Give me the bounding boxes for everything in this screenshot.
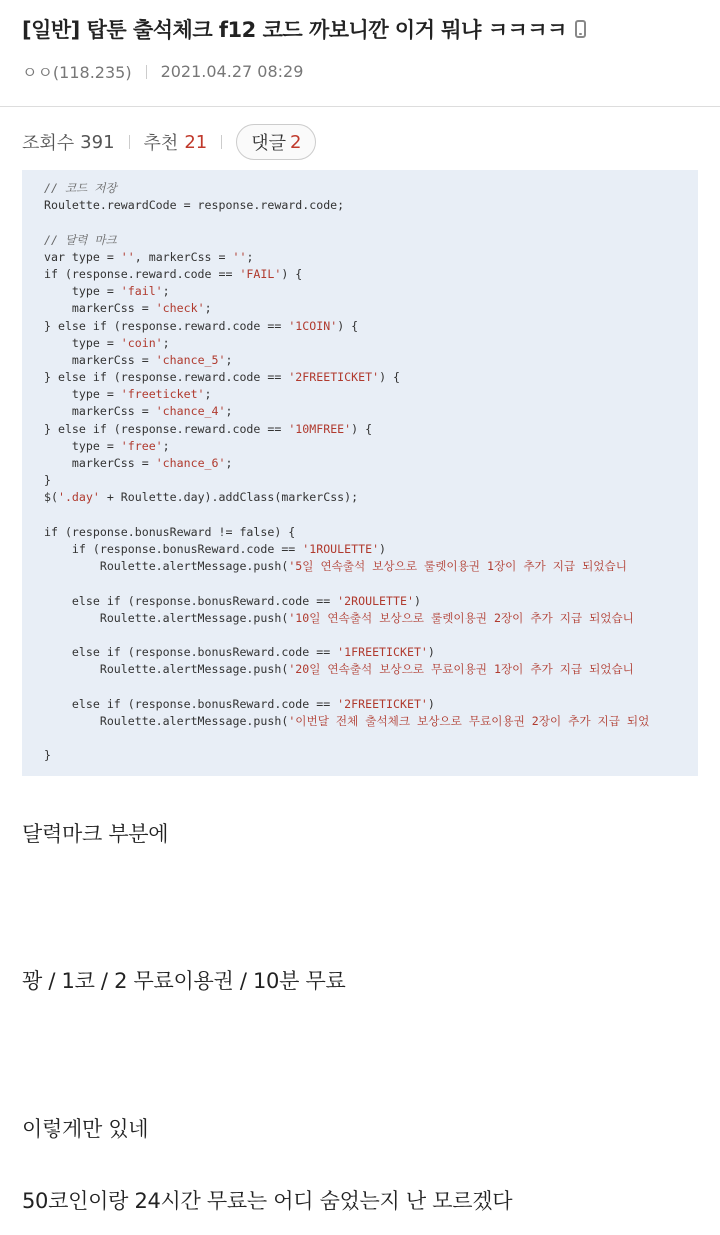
code-line: Roulette.alertMessage.push('이번달 전체 출석체크 보상으로 무료이용권 2장이 추가 지급 되었 (44, 713, 650, 728)
code-line: if (response.reward.code == 'FAIL') { (44, 266, 303, 281)
post-meta (22, 60, 698, 83)
comments-button[interactable] (236, 124, 316, 160)
code-line: else if (response.bonusReward.code == '1FREETICKET') (44, 645, 435, 660)
stats-divider (221, 135, 222, 149)
author-name[interactable]: ㅇㅇ(118.235) (22, 63, 132, 82)
code-line: } (44, 748, 51, 763)
recommend-label: 추천 (143, 133, 179, 154)
post-datetime: 2021.04.27 08:29 (160, 62, 304, 81)
code-screenshot (22, 170, 698, 776)
code-line: type = 'free'; (44, 438, 170, 453)
code-line: markerCss = 'chance_6'; (44, 456, 233, 470)
stats-divider (129, 135, 130, 149)
code-line: Roulette.alertMessage.push('5일 연속출석 보상으로 룰렛이용권 1장이 추가 지급 되었습니 (44, 559, 627, 574)
code-line (44, 730, 698, 747)
code-line: if (response.bonusReward != false) { (44, 524, 296, 539)
comments-count: 2 (290, 131, 302, 153)
code-line (44, 214, 698, 231)
post-title (22, 14, 698, 44)
code-line (44, 575, 698, 592)
body-paragraph: 꽝 / 1코 / 2 무료이용권 / 10분 무료 (22, 969, 346, 993)
code-line: else if (response.bonusReward.code == '2ROULETTE') (44, 593, 421, 608)
views-count: 391 (80, 131, 115, 153)
post-header (0, 0, 720, 92)
post-title-text: [일반] 탑툰 출석체크 f12 코드 까보니깐 이거 뭐냐 ㅋㅋㅋㅋ (22, 18, 567, 42)
body-paragraph: 이렇게만 있네 (22, 1117, 149, 1141)
comments-label: 댓글 (251, 133, 286, 154)
code-line: } else if (response.reward.code == '10MFREE') { (44, 421, 373, 436)
code-line (44, 678, 698, 695)
recommend-count: 21 (184, 131, 208, 153)
code-line: } else if (response.reward.code == '2FREETICKET') { (44, 370, 401, 385)
code-line: // 달력 마크 (44, 232, 117, 247)
code-line: if (response.bonusReward.code == '1ROULETTE') (44, 541, 387, 556)
code-line: Roulette.alertMessage.push('10일 연속출석 보상으로 룰렛이용권 2장이 추가 지급 되었습니 (44, 610, 634, 625)
code-line: // 코드 저장 (44, 181, 117, 195)
code-line: Roulette.rewardCode = response.reward.code; (44, 198, 345, 213)
code-line: var type = '', markerCss = ''; (44, 249, 254, 264)
views-label: 조회수 (22, 133, 75, 154)
code-line: markerCss = 'check'; (44, 301, 212, 316)
code-line: } else if (response.reward.code == '1COIN') { (44, 318, 359, 333)
code-line: $('.day' + Roulette.day).addClass(markerCss); (44, 490, 359, 505)
code-line: else if (response.bonusReward.code == '2FREETICKET') (44, 696, 435, 711)
post-stats (22, 124, 316, 160)
header-divider (0, 106, 720, 107)
meta-divider (146, 65, 147, 79)
code-line (44, 507, 698, 524)
code-line: markerCss = 'chance_4'; (44, 404, 233, 419)
code-line: } (44, 473, 51, 488)
code-line: type = 'freeticket'; (44, 387, 212, 402)
code-line: type = 'fail'; (44, 284, 170, 299)
code-line: type = 'coin'; (44, 335, 170, 350)
mobile-phone-icon (575, 20, 586, 38)
code-line: markerCss = 'chance_5'; (44, 352, 233, 367)
code-line (44, 627, 698, 644)
code-line: Roulette.alertMessage.push('20일 연속출석 보상으로 무료이용권 1장이 추가 지급 되었습니 (44, 662, 634, 677)
body-paragraph: 50코인이랑 24시간 무료는 어디 숨었는지 난 모르겠다 (22, 1189, 513, 1213)
body-paragraph: 달력마크 부분에 (22, 822, 169, 846)
